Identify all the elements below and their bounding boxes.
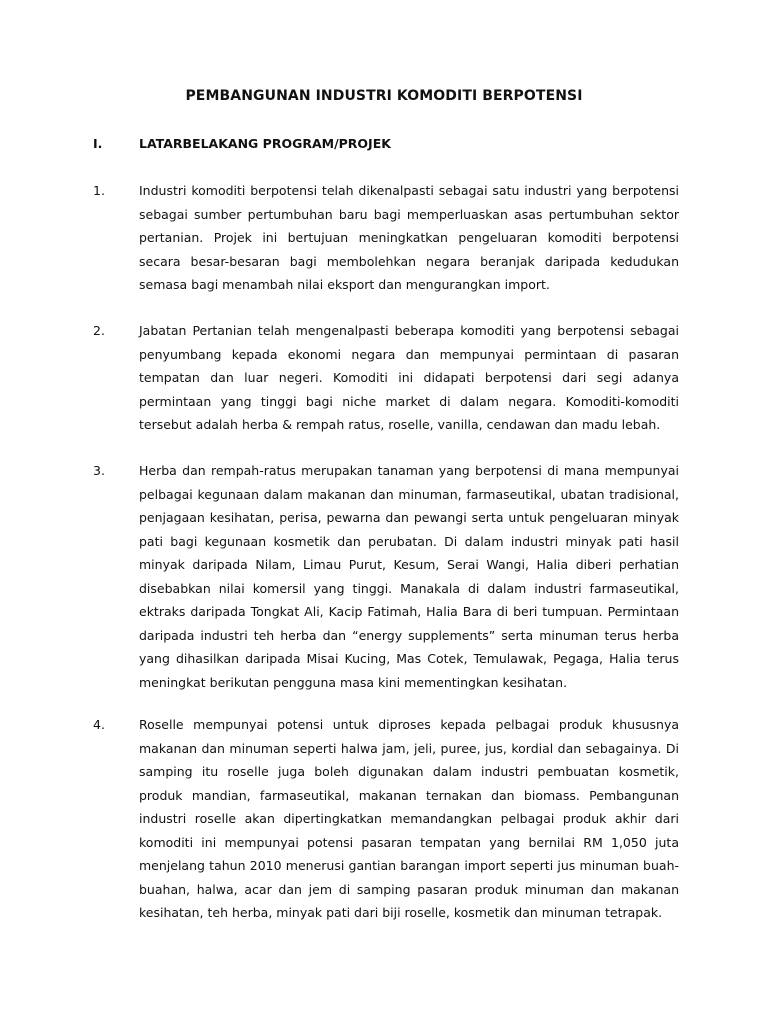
paragraph-number: 3.: [93, 463, 105, 478]
paragraph-number: 2.: [93, 323, 105, 338]
section-heading: LATARBELAKANG PROGRAM/PROJEK: [139, 136, 391, 151]
paragraph-text: Industri komoditi berpotensi telah dikenalpasti sebagai satu industri yang berpotensi sebagai sumber pertumbuhan baru bagi memperluaskan asas pertumbuhan sektor pertanian. Projek ini bertujuan meningkatkan pengeluaran komoditi berpotensi secara besar-besaran bagi membolehkan negara beranjak daripada kedudukan semasa bagi menambah nilai eksport dan mengurangkan import.: [139, 183, 679, 292]
paragraph-text: Jabatan Pertanian telah mengenalpasti beberapa komoditi yang berpotensi sebagai penyumbang kepada ekonomi negara dan mempunyai permintaan di pasaran tempatan dan luar negeri. Komoditi ini didapati berpotensi dari segi adanya permintaan yang tinggi bagi niche market di dalam negara. Komoditi-komoditi tersebut adalah herba & rempah ratus, roselle, vanilla, cendawan dan madu lebah.: [139, 323, 679, 432]
document-title: PEMBANGUNAN INDUSTRI KOMODITI BERPOTENSI: [185, 88, 583, 104]
paragraph-number: 1.: [93, 183, 105, 198]
paragraph-number: 4.: [93, 717, 105, 732]
paragraph-text: Herba dan rempah-ratus merupakan tanaman yang berpotensi di mana mempunyai pelbagai kegunaan dalam makanan dan minuman, farmaseutikal, ubatan tradisional, penjagaan kesihatan, perisa, pewarna dan pewangi serta untuk pengeluaran minyak pati bagi kegunaan kosmetik dan perubatan. Di dalam industri minyak pati hasil minyak daripada Nilam, Limau Purut, Kesum, Serai Wangi, Halia diberi perhatian disebabkan nilai komersil yang tinggi. Manakala di dalam industri farmaseutikal, ektraks daripada Tongkat Ali, Kacip Fatimah, Halia Bara di beri tumpuan. Permintaan daripada industri teh herba dan “energy supplements” serta minuman terus herba yang dihasilkan daripada Misai Kucing, Mas Cotek, Temulawak, Pegaga, Halia terus meningkat berikutan pengguna masa kini mementingkan kesihatan.: [139, 463, 679, 690]
section-number: I.: [93, 136, 103, 151]
paragraph-text: Roselle mempunyai potensi untuk diproses kepada pelbagai produk khususnya makanan dan minuman seperti halwa jam, jeli, puree, jus, kordial dan sebagainya. Di samping itu roselle juga boleh digunakan dalam industri pembuatan kosmetik, produk mandian, farmaseutikal, makanan ternakan dan biomass. Pembangunan industri roselle akan dipertingkatkan memandangkan pelbagai produk akhir dari komoditi ini mempunyai potensi pasaran tempatan yang bernilai RM 1,050 juta menjelang tahun 2010 menerusi gantian barangan import seperti jus minuman buah-buahan, halwa, acar dan jem di samping pasaran produk minuman dan makanan kesihatan, teh herba, minyak pati dari biji roselle, kosmetik dan minuman tetrapak.: [139, 717, 679, 920]
